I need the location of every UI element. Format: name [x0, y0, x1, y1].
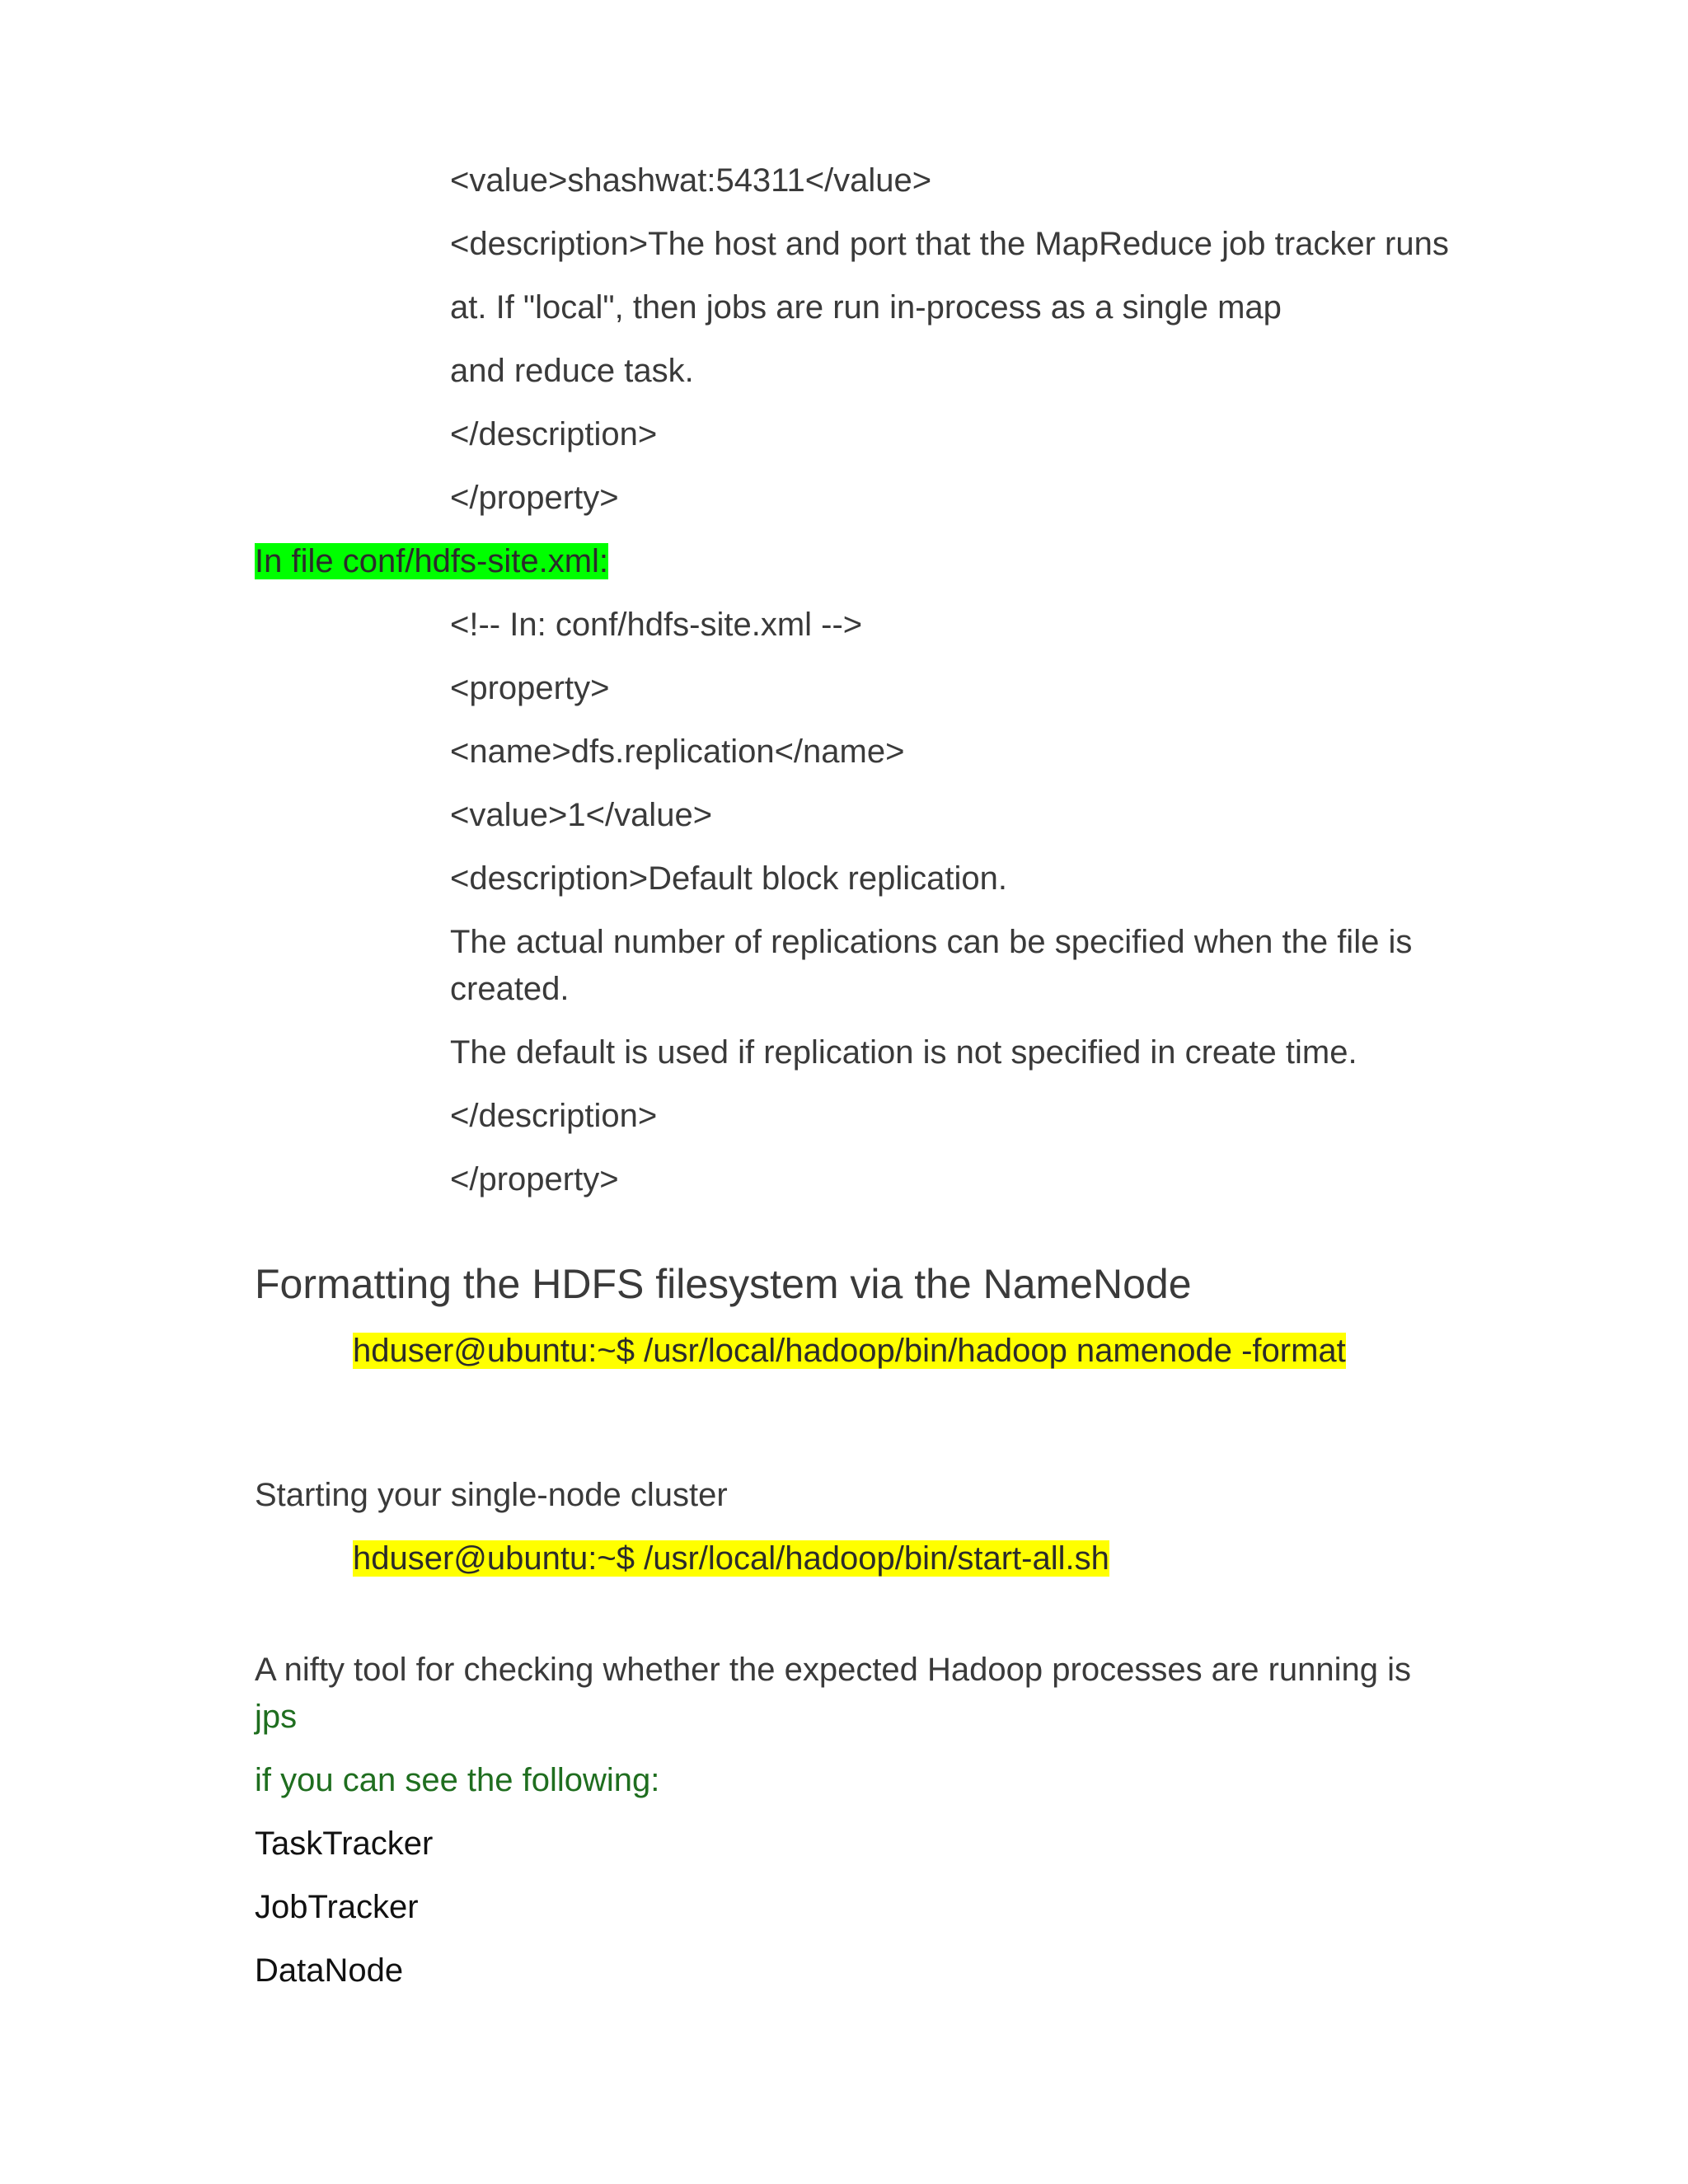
start-heading: Starting your single-node cluster	[255, 1477, 728, 1513]
config2-description-line-cont: created.	[450, 971, 570, 1007]
config2-property-open: <property>	[450, 670, 610, 706]
config2-description-start: <description>Default block replication.	[450, 860, 1007, 897]
config-line-value: <value>shashwat:54311</value>	[450, 162, 932, 199]
format-command	[353, 1327, 1346, 1375]
config2-description-default: The default is used if replication is not specified in create time.	[450, 1034, 1357, 1071]
config2-description-line: The actual number of replications can be specified when the file is	[450, 924, 1413, 960]
jps-description: A nifty tool for checking whether the expected Hadoop processes are running is	[255, 1652, 1412, 1688]
process-item: JobTracker	[255, 1889, 419, 1925]
jps-command: jps	[255, 1699, 298, 1735]
start-command	[353, 1535, 1109, 1582]
see-following-text: if you can see the following:	[255, 1762, 660, 1798]
hdfs-file-label	[255, 537, 608, 585]
format-heading: Formatting the HDFS filesystem via the NameNode	[255, 1261, 1192, 1307]
config2-property-close: </property>	[450, 1161, 619, 1197]
config-line-description-close: </description>	[450, 416, 658, 452]
config-line-description-start: <description>The host and port that the MapReduce job tracker runs	[450, 226, 1449, 262]
format-command-text: hduser@ubuntu:~$ /usr/local/hadoop/bin/hadoop namenode -format	[353, 1333, 1346, 1369]
process-item: DataNode	[255, 1952, 404, 1989]
config2-name: <name>dfs.replication</name>	[450, 733, 905, 770]
start-command-text: hduser@ubuntu:~$ /usr/local/hadoop/bin/start-all.sh	[353, 1540, 1109, 1577]
hdfs-file-label-text: In file conf/hdfs-site.xml:	[255, 543, 609, 579]
config2-description-close: </description>	[450, 1098, 658, 1134]
config-line-description-cont: at. If "local", then jobs are run in-process as a single map	[450, 289, 1282, 326]
process-item: TaskTracker	[255, 1825, 434, 1862]
config2-value: <value>1</value>	[450, 797, 713, 833]
config-line-property-close: </property>	[450, 480, 619, 516]
config2-comment: <!-- In: conf/hdfs-site.xml -->	[450, 607, 863, 643]
config-line-description-end: and reduce task.	[450, 353, 694, 389]
